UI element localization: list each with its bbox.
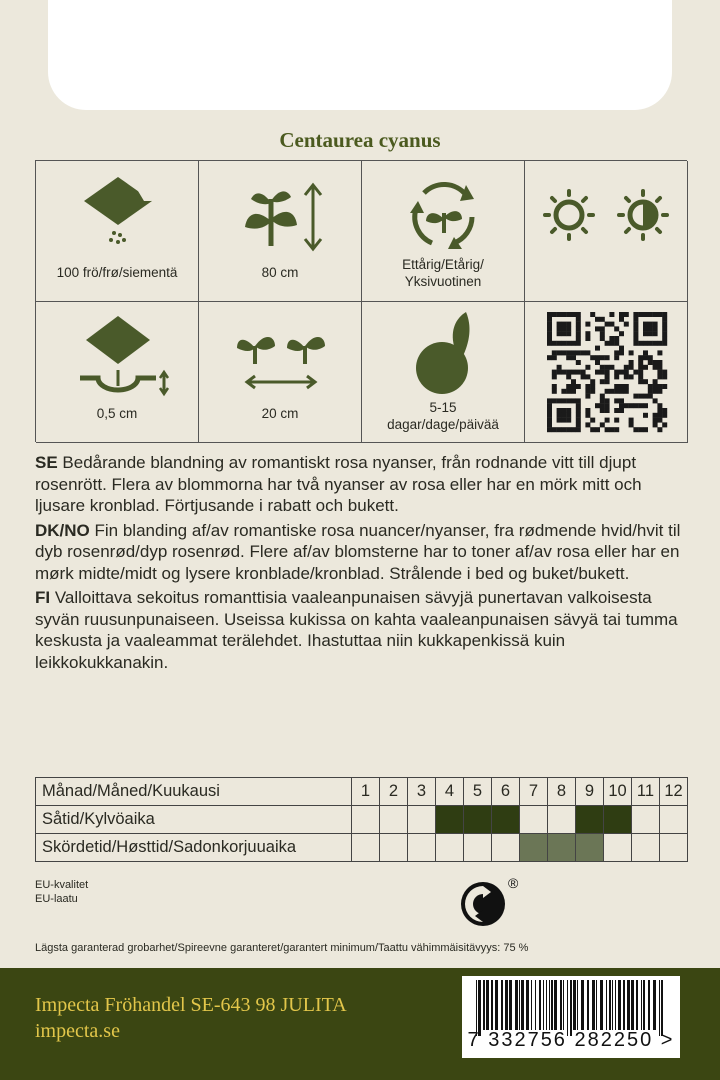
germination-days: 5-15 [429, 400, 457, 415]
sun-partial-shade-icon [525, 161, 688, 302]
description-dkno [35, 520, 690, 585]
description-se [35, 452, 690, 517]
lang-code-dkno: DK/NO [35, 520, 90, 540]
sowing-cell-12 [660, 806, 688, 834]
month-11: 11 [632, 778, 660, 806]
green-dot-recycling-icon [458, 876, 528, 936]
company-address: Impecta Fröhandel SE-643 98 JULITA [35, 994, 347, 1016]
harvest-cell-5 [464, 834, 492, 862]
germination-unit: dagar/dage/päivää [387, 417, 499, 432]
sowing-cell-2 [380, 806, 408, 834]
website-link[interactable]: impecta.se [35, 1020, 120, 1042]
qr-cell [525, 302, 688, 443]
lifecycle-label-2: Yksivuotinen [404, 274, 482, 289]
sowing-label: Såtid/Kylvöaika [36, 806, 352, 834]
month-9: 9 [576, 778, 604, 806]
description-fi-text: Valloittava sekoitus romanttisia vaaleanpunaisen sävyjä punertavan valkoisesta syvän ruusunpunaiseen. Useissa kukissa on kahta vaaleanpunaisen sävyä tai tumma keskusta ja vaaleammat terälehdet. Ihastuttaa niin kukkapenkissä kuin leikkokukkanakin. [35, 588, 678, 672]
spacing-cell [199, 302, 362, 443]
lang-code-fi: FI [35, 588, 51, 607]
harvest-cell-9 [576, 834, 604, 862]
harvest-cell-1 [352, 834, 380, 862]
eu-quality-fi: EU-laatu [35, 893, 78, 905]
month-1: 1 [352, 778, 380, 806]
sowing-cell-10 [604, 806, 632, 834]
sowing-cell-4 [436, 806, 464, 834]
sowing-row [36, 806, 688, 834]
harvest-cell-2 [380, 834, 408, 862]
light-cell [525, 161, 688, 302]
eu-quality-se: EU-kvalitet [35, 879, 89, 891]
barcode [462, 976, 680, 1058]
sowing-cell-9 [576, 806, 604, 834]
month-5: 5 [464, 778, 492, 806]
month-2: 2 [380, 778, 408, 806]
sowing-cell-8 [548, 806, 576, 834]
harvest-label: Skördetid/Høsttid/Sadonkorjuuaika [36, 834, 352, 862]
qr-code-icon[interactable] [525, 302, 688, 443]
month-12: 12 [660, 778, 688, 806]
sowing-cell-7 [520, 806, 548, 834]
seed-count-label: 100 frö/frø/siementä [56, 265, 178, 280]
registered-mark: ® [508, 876, 519, 891]
month-8: 8 [548, 778, 576, 806]
lang-code-se: SE [35, 453, 58, 472]
sowing-depth-cell [36, 302, 199, 443]
harvest-cell-11 [632, 834, 660, 862]
germination-guarantee: Lägsta garanterad grobarhet/Spireevne garanteret/garantert minimum/Taattu vähimmäisitävyys: 75 % [35, 942, 529, 954]
harvest-cell-10 [604, 834, 632, 862]
eu-quality [35, 878, 88, 906]
description-section [35, 452, 690, 676]
barcode-bars [462, 976, 680, 1036]
sowing-cell-11 [632, 806, 660, 834]
sowing-depth-label: 0,5 cm [96, 406, 138, 421]
latin-name: Centaurea cyanus [279, 128, 441, 152]
harvest-cell-12 [660, 834, 688, 862]
barcode-digits: 7 332756 282250 > [467, 1029, 675, 1051]
spacing-label: 20 cm [261, 406, 299, 421]
harvest-cell-6 [492, 834, 520, 862]
lifecycle-cell [362, 161, 525, 302]
month-header-label: Månad/Måned/Kuukausi [36, 778, 352, 806]
month-3: 3 [408, 778, 436, 806]
height-cell [199, 161, 362, 302]
cultivation-icon-grid [35, 160, 687, 442]
calendar-header-row [36, 778, 688, 806]
seed-count-cell [36, 161, 199, 302]
description-dkno-text: Fin blanding af/av romantiske rosa nuancer/nyanser, fra rødmende hvid/hvit til dyb rosenrød/dyp rosenrød. Flere af/av blomsterne har to toner af/av rosa eller har en mørk midte/midt og lysere kronblade/kronblad. Strålende i bed og buket/bukett. [35, 520, 681, 583]
month-4: 4 [436, 778, 464, 806]
lifecycle-label-1: Ettårig/Etårig/ [402, 257, 484, 272]
harvest-cell-8 [548, 834, 576, 862]
harvest-cell-7 [520, 834, 548, 862]
sowing-cell-3 [408, 806, 436, 834]
month-10: 10 [604, 778, 632, 806]
harvest-cell-3 [408, 834, 436, 862]
height-label: 80 cm [261, 265, 299, 280]
sowing-calendar [35, 777, 688, 862]
description-se-text: Bedårande blandning av romantiskt rosa nyanser, från rodnande vitt till djupt rosenrött. Flera av blommorna har två nyanser av rosa eller har en mörk mitt och ljusare kronblad. Förtjusande i rabatt och bukett. [35, 453, 642, 515]
month-7: 7 [520, 778, 548, 806]
harvest-cell-4 [436, 834, 464, 862]
sowing-cell-1 [352, 806, 380, 834]
sowing-cell-6 [492, 806, 520, 834]
sowing-cell-5 [464, 806, 492, 834]
description-fi [35, 587, 690, 673]
hang-hole [48, 0, 672, 110]
harvest-row [36, 834, 688, 862]
germination-cell [362, 302, 525, 443]
month-6: 6 [492, 778, 520, 806]
